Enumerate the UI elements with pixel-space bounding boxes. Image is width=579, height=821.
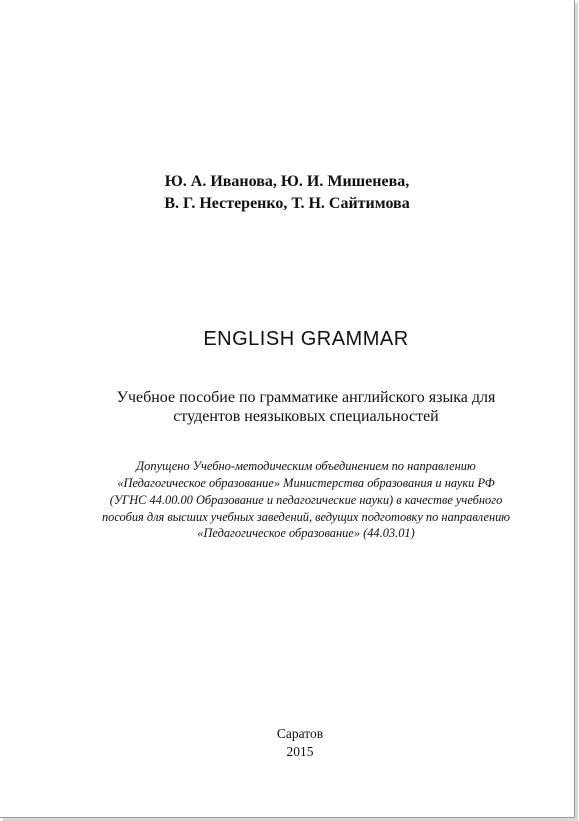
subtitle-line-2: студентов неязыковых специальностей: [173, 408, 439, 425]
subtitle-line-1: Учебное пособие по грамматике английского языка для: [116, 389, 496, 406]
publication-year: 2015: [286, 744, 314, 759]
authors-line-1: Ю. А. Иванова, Ю. И. Мишенева,: [164, 173, 410, 190]
approval-line-2: «Педагогическое образование» Министерства образования и науки РФ: [117, 476, 495, 490]
document-title: ENGLISH GRAMMAR: [203, 328, 409, 350]
publication-city: Саратов: [276, 726, 324, 741]
approval-line-5: «Педагогическое образование» (44.03.01): [197, 526, 415, 540]
approval-line-1: Допущено Учебно-методическим объединением по направлению: [136, 459, 476, 473]
approval-line-3: (УГНС 44.00.00 Образование и педагогические науки) в качестве учебного: [109, 493, 503, 507]
approval-line-4: пособия для высших учебных заведений, ведущих подготовку по направлению: [101, 510, 511, 524]
authors-line-2: В. Г. Нестеренко, Т. Н. Сайтимова: [164, 195, 410, 212]
